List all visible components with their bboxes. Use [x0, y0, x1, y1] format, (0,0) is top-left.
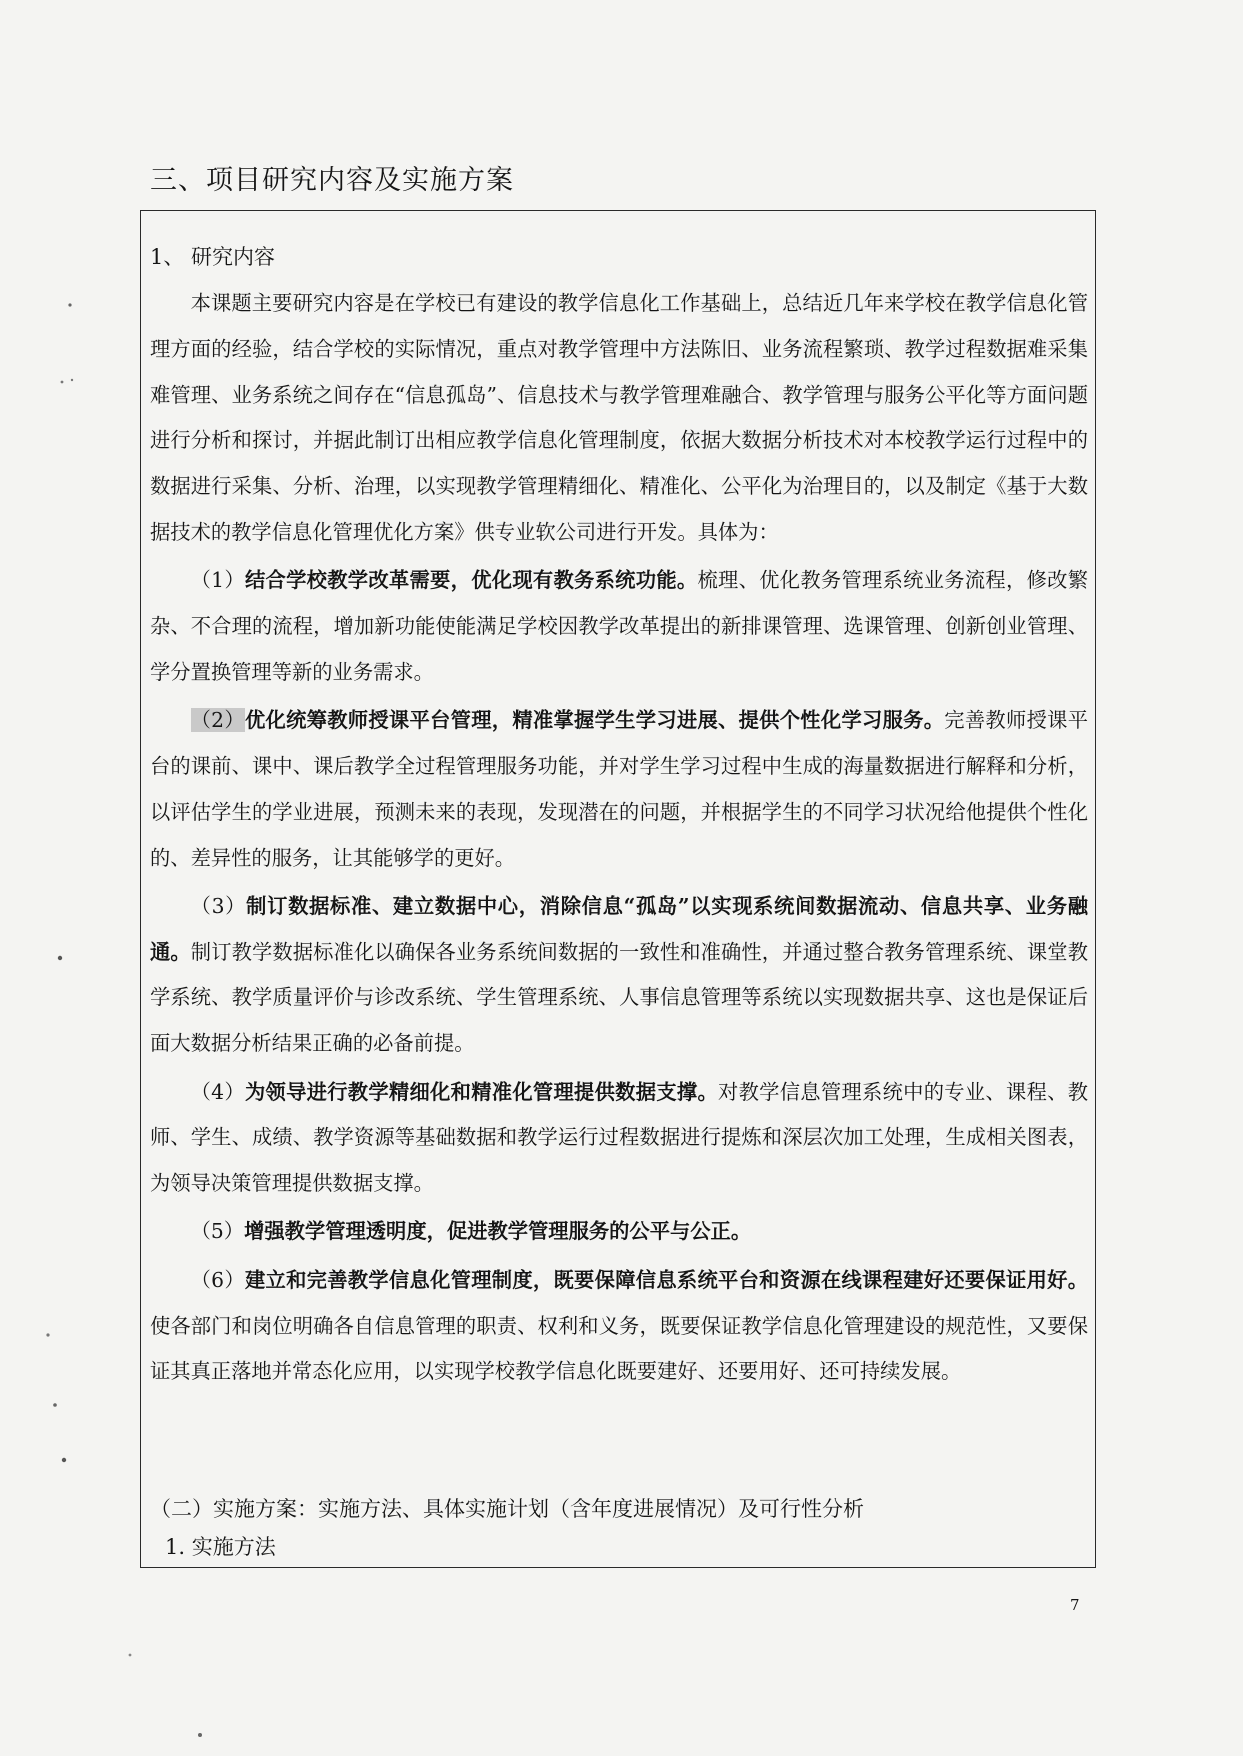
- item-number: （3）: [190, 893, 247, 918]
- content-frame: [140, 210, 1096, 1568]
- item-title: 优化统筹教师授课平台管理，精准掌握学生学习进展、提供个性化学习服务。: [244, 708, 945, 733]
- item-paragraph: [150, 1070, 1088, 1207]
- intro-paragraph: 本课题主要研究内容是在学校已有建设的教学信息化工作基础上，总结近几年来学校在教学信息化管理方面的经验，结合学校的实际情况，重点对教学管理中方法陈旧、业务流程繁琐、教学过程数据难采集难管理、业务系统之间存在“信息孤岛”、信息技术与教学管理难融合、教学管理与服务公平化等方面问题进行分析和探讨，并据此制订出相应教学信息化管理制度，依据大数据分析技术对本校教学运行过程中的数据进行采集、分析、治理，以实现教学管理精细化、精准化、公平化为治理目的，以及制定《基于大数据技术的教学信息化管理优化方案》供专业软公司进行开发。具体为：: [150, 291, 1088, 544]
- item-text: 梳理、优化教务管理系统业务流程，修改繁杂、不合理的流程，增加新功能使能满足学校因教学改革提出的新排课管理、选课管理、创新创业管理、学分置换管理等新的业务需求。: [150, 568, 1088, 684]
- item-title: 为领导进行教学精细化和精准化管理提供数据支撑。: [244, 1079, 719, 1104]
- item-paragraph: [150, 1258, 1088, 1395]
- item-number: （1）: [190, 568, 245, 593]
- item-text: 使各部门和岗位明确各自信息管理的职责、权利和义务，既要保证教学信息化管理建设的规范性，又要保证其真正落地并常态化应用，以实现学校教学信息化既要建好、还要用好、还可持续发展。: [150, 1313, 1088, 1384]
- research-content-heading: 1、 研究内容: [150, 245, 276, 269]
- page-number: 7: [1070, 1596, 1080, 1614]
- implementation-subheading: 1. 实施方法: [165, 1535, 276, 1559]
- item-paragraph: [150, 1209, 1088, 1255]
- implementation-heading: （二）实施方案：实施方法、具体实施计划（含年度进展情况）及可行性分析: [150, 1497, 864, 1521]
- item-paragraph: [150, 884, 1088, 1067]
- item-title: 增强教学管理透明度，促进教学管理服务的公平与公正。: [244, 1219, 752, 1244]
- item-text: 制订教学数据标准化以确保各业务系统间数据的一致性和准确性，并通过整合教务管理系统、课堂教学系统、教学质量评价与诊改系统、学生管理系统、人事信息管理等系统以实现数据共享、这也是保证后面大数据分析结果正确的必备前提。: [150, 939, 1088, 1056]
- item-number-highlighted: （2）: [190, 708, 245, 733]
- item-number: （6）: [190, 1267, 245, 1292]
- item-title: 制订数据标准、建立数据中心，消除信息“孤岛”以实现系统间数据流动、信息共享、业务融通。: [150, 893, 1089, 964]
- section-title: 三、项目研究内容及实施方案: [150, 165, 514, 196]
- item-paragraph: [150, 698, 1088, 881]
- item-title: 结合学校教学改革需要，优化现有教务系统功能。: [244, 568, 698, 593]
- item-title: 建立和完善教学信息化管理制度，既要保障信息系统平台和资源在线课程建好还要保证用好。: [244, 1267, 1088, 1292]
- item-paragraph: [150, 558, 1088, 695]
- item-number: （4）: [190, 1079, 245, 1104]
- research-body: [150, 281, 1088, 1398]
- item-text: 完善教师授课平台的课前、课中、课后教学全过程管理服务功能，并对学生学习过程中生成的海量数据进行解释和分析，以评估学生的学业进展，预测未来的表现，发现潜在的问题，并根据学生的不同学习状况给他提供个性化的、差异性的服务，让其能够学的更好。: [150, 708, 1088, 870]
- item-number: （5）: [190, 1219, 245, 1244]
- item-text: 对教学信息管理系统中的专业、课程、教师、学生、成绩、教学资源等基础数据和教学运行过程数据进行提炼和深层次加工处理，生成相关图表，为领导决策管理提供数据支撑。: [150, 1079, 1088, 1196]
